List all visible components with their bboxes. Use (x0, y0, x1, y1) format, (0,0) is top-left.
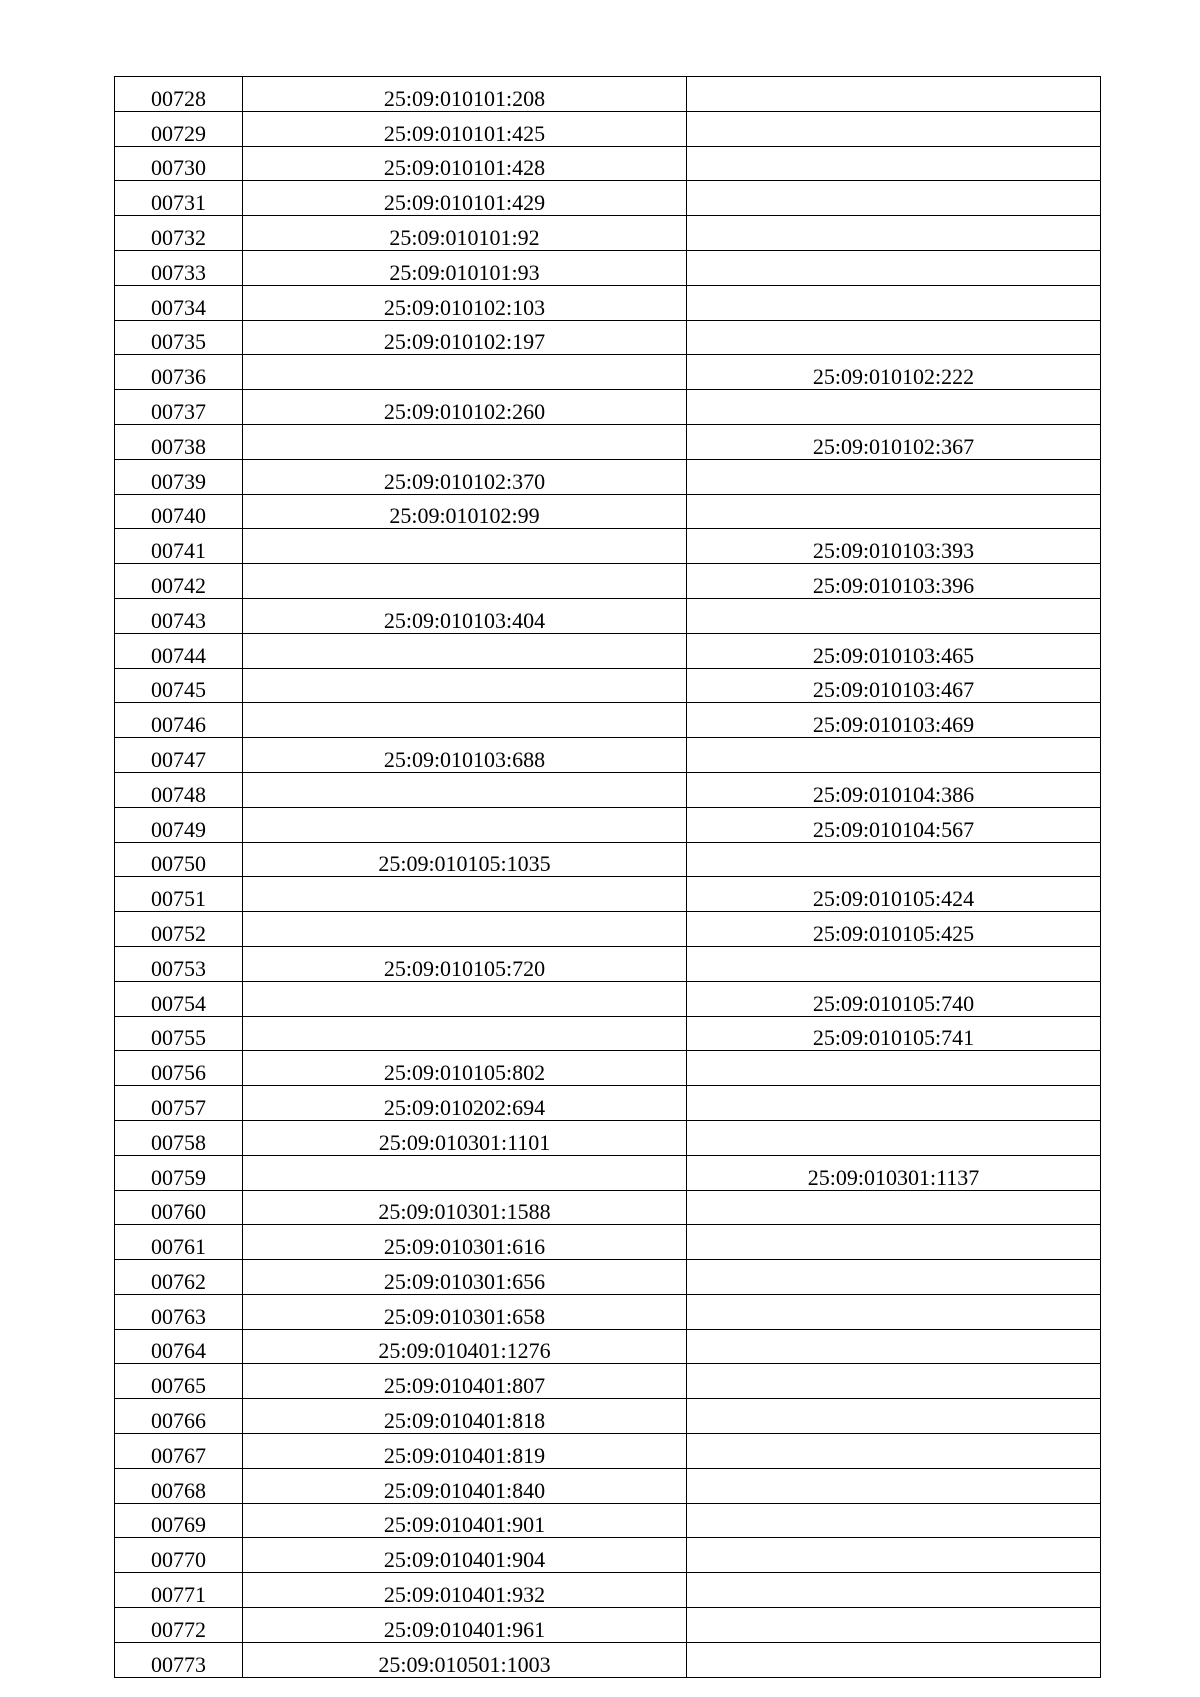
cadastral-number-cell-b (687, 1364, 1101, 1399)
cadastral-number-cell-a (243, 668, 687, 703)
cadastral-number-cell-a: 25:09:010105:720 (243, 946, 687, 981)
table-row (115, 529, 1101, 564)
table-row (115, 390, 1101, 425)
cadastral-number-cell-a: 25:09:010401:840 (243, 1468, 687, 1503)
table-row (115, 1434, 1101, 1469)
cadastral-number-cell-b (687, 1468, 1101, 1503)
cadastral-number-cell-b (687, 946, 1101, 981)
table-row (115, 738, 1101, 773)
row-number-cell: 00759 (115, 1155, 243, 1190)
table-row (115, 1364, 1101, 1399)
table-row (115, 77, 1101, 112)
cadastral-number-cell-a: 25:09:010301:1588 (243, 1190, 687, 1225)
row-number-cell: 00741 (115, 529, 243, 564)
cadastral-number-cell-b (687, 285, 1101, 320)
row-number-cell: 00742 (115, 564, 243, 599)
row-number-cell: 00752 (115, 912, 243, 947)
table-row (115, 842, 1101, 877)
cadastral-number-cell-b (687, 1294, 1101, 1329)
cadastral-number-cell-a: 25:09:010301:658 (243, 1294, 687, 1329)
table-row (115, 633, 1101, 668)
table-row (115, 1120, 1101, 1155)
cadastral-number-cell-a: 25:09:010401:819 (243, 1434, 687, 1469)
table-row (115, 1016, 1101, 1051)
cadastral-number-cell-b (687, 1329, 1101, 1364)
cadastral-number-cell-a: 25:09:010103:688 (243, 738, 687, 773)
cadastral-number-cell-a: 25:09:010401:818 (243, 1399, 687, 1434)
table-row (115, 1155, 1101, 1190)
cadastral-number-cell-b (687, 494, 1101, 529)
cadastral-number-cell-b: 25:09:010102:367 (687, 424, 1101, 459)
cadastral-number-cell-b: 25:09:010104:567 (687, 807, 1101, 842)
cadastral-number-cell-b: 25:09:010102:222 (687, 355, 1101, 390)
cadastral-number-cell-a (243, 1155, 687, 1190)
cadastral-table (114, 76, 1101, 1678)
row-number-cell: 00733 (115, 250, 243, 285)
row-number-cell: 00764 (115, 1329, 243, 1364)
row-number-cell: 00732 (115, 216, 243, 251)
row-number-cell: 00744 (115, 633, 243, 668)
row-number-cell: 00749 (115, 807, 243, 842)
cadastral-number-cell-b (687, 181, 1101, 216)
row-number-cell: 00735 (115, 320, 243, 355)
table-row (115, 564, 1101, 599)
cadastral-number-cell-a: 25:09:010202:694 (243, 1086, 687, 1121)
cadastral-number-cell-b (687, 1399, 1101, 1434)
cadastral-number-cell-a (243, 912, 687, 947)
table-row (115, 1051, 1101, 1086)
table-row (115, 1086, 1101, 1121)
cadastral-number-cell-b (687, 1434, 1101, 1469)
row-number-cell: 00739 (115, 459, 243, 494)
cadastral-number-cell-b: 25:09:010103:393 (687, 529, 1101, 564)
cadastral-number-cell-b (687, 320, 1101, 355)
cadastral-number-cell-b (687, 1225, 1101, 1260)
table-row (115, 1329, 1101, 1364)
row-number-cell: 00751 (115, 877, 243, 912)
row-number-cell: 00772 (115, 1608, 243, 1643)
cadastral-number-cell-a (243, 1016, 687, 1051)
row-number-cell: 00757 (115, 1086, 243, 1121)
cadastral-number-cell-b: 25:09:010105:741 (687, 1016, 1101, 1051)
cadastral-number-cell-a (243, 424, 687, 459)
table-row (115, 285, 1101, 320)
cadastral-number-cell-b (687, 1190, 1101, 1225)
table-row (115, 946, 1101, 981)
table-row (115, 459, 1101, 494)
cadastral-number-cell-a (243, 529, 687, 564)
table-row (115, 250, 1101, 285)
cadastral-number-cell-b: 25:09:010105:424 (687, 877, 1101, 912)
row-number-cell: 00767 (115, 1434, 243, 1469)
table-row (115, 1468, 1101, 1503)
cadastral-number-cell-b: 25:09:010105:740 (687, 981, 1101, 1016)
cadastral-number-cell-a: 25:09:010301:656 (243, 1260, 687, 1295)
cadastral-number-cell-a: 25:09:010102:197 (243, 320, 687, 355)
cadastral-number-cell-b (687, 1538, 1101, 1573)
row-number-cell: 00763 (115, 1294, 243, 1329)
cadastral-number-cell-b (687, 146, 1101, 181)
table-row (115, 1503, 1101, 1538)
table-row (115, 877, 1101, 912)
row-number-cell: 00746 (115, 703, 243, 738)
row-number-cell: 00761 (115, 1225, 243, 1260)
table-row (115, 181, 1101, 216)
cadastral-number-cell-b (687, 1120, 1101, 1155)
cadastral-number-cell-b (687, 77, 1101, 112)
cadastral-number-cell-b: 25:09:010103:396 (687, 564, 1101, 599)
cadastral-number-cell-b (687, 1503, 1101, 1538)
row-number-cell: 00745 (115, 668, 243, 703)
cadastral-number-cell-a: 25:09:010101:425 (243, 111, 687, 146)
table-row (115, 1538, 1101, 1573)
table-row (115, 703, 1101, 738)
table-body (115, 77, 1101, 1678)
table-row (115, 355, 1101, 390)
table-row (115, 1260, 1101, 1295)
table-row (115, 981, 1101, 1016)
cadastral-number-cell-a (243, 355, 687, 390)
cadastral-number-cell-a: 25:09:010401:961 (243, 1608, 687, 1643)
cadastral-number-cell-a: 25:09:010102:99 (243, 494, 687, 529)
row-number-cell: 00750 (115, 842, 243, 877)
row-number-cell: 00737 (115, 390, 243, 425)
cadastral-number-cell-b: 25:09:010103:465 (687, 633, 1101, 668)
table-row (115, 598, 1101, 633)
table-row (115, 494, 1101, 529)
table-row (115, 807, 1101, 842)
cadastral-number-cell-b: 25:09:010104:386 (687, 772, 1101, 807)
cadastral-number-cell-a (243, 807, 687, 842)
row-number-cell: 00765 (115, 1364, 243, 1399)
cadastral-number-cell-a: 25:09:010101:429 (243, 181, 687, 216)
row-number-cell: 00730 (115, 146, 243, 181)
cadastral-number-cell-b: 25:09:010103:467 (687, 668, 1101, 703)
row-number-cell: 00760 (115, 1190, 243, 1225)
cadastral-number-cell-a: 25:09:010301:616 (243, 1225, 687, 1260)
cadastral-number-cell-b (687, 216, 1101, 251)
row-number-cell: 00748 (115, 772, 243, 807)
cadastral-number-cell-b: 25:09:010105:425 (687, 912, 1101, 947)
cadastral-number-cell-b (687, 111, 1101, 146)
row-number-cell: 00736 (115, 355, 243, 390)
row-number-cell: 00728 (115, 77, 243, 112)
cadastral-number-cell-a: 25:09:010102:260 (243, 390, 687, 425)
row-number-cell: 00771 (115, 1573, 243, 1608)
row-number-cell: 00756 (115, 1051, 243, 1086)
cadastral-number-cell-b (687, 738, 1101, 773)
table-row (115, 320, 1101, 355)
row-number-cell: 00729 (115, 111, 243, 146)
cadastral-number-cell-a (243, 772, 687, 807)
cadastral-number-cell-a (243, 633, 687, 668)
cadastral-number-cell-a: 25:09:010102:103 (243, 285, 687, 320)
cadastral-number-cell-a: 25:09:010401:1276 (243, 1329, 687, 1364)
row-number-cell: 00755 (115, 1016, 243, 1051)
cadastral-number-cell-a (243, 564, 687, 599)
cadastral-number-cell-b (687, 1051, 1101, 1086)
cadastral-number-cell-b (687, 1260, 1101, 1295)
cadastral-number-cell-a: 25:09:010301:1101 (243, 1120, 687, 1155)
row-number-cell: 00753 (115, 946, 243, 981)
cadastral-number-cell-a: 25:09:010401:904 (243, 1538, 687, 1573)
row-number-cell: 00734 (115, 285, 243, 320)
cadastral-number-cell-b (687, 459, 1101, 494)
table-row (115, 216, 1101, 251)
table-row (115, 146, 1101, 181)
cadastral-number-cell-a (243, 981, 687, 1016)
row-number-cell: 00754 (115, 981, 243, 1016)
table-row (115, 772, 1101, 807)
cadastral-number-cell-b (687, 390, 1101, 425)
cadastral-number-cell-a: 25:09:010102:370 (243, 459, 687, 494)
row-number-cell: 00768 (115, 1468, 243, 1503)
row-number-cell: 00740 (115, 494, 243, 529)
cadastral-number-cell-b (687, 1608, 1101, 1643)
cadastral-number-cell-b (687, 1086, 1101, 1121)
cadastral-number-cell-a (243, 877, 687, 912)
cadastral-number-cell-a (243, 703, 687, 738)
cadastral-number-cell-a: 25:09:010105:1035 (243, 842, 687, 877)
cadastral-number-cell-a: 25:09:010401:932 (243, 1573, 687, 1608)
row-number-cell: 00769 (115, 1503, 243, 1538)
table-row (115, 1608, 1101, 1643)
table-row (115, 1573, 1101, 1608)
cadastral-number-cell-a: 25:09:010101:428 (243, 146, 687, 181)
table-row (115, 111, 1101, 146)
table-row (115, 1190, 1101, 1225)
table-row (115, 1294, 1101, 1329)
table-row (115, 1642, 1101, 1677)
row-number-cell: 00762 (115, 1260, 243, 1295)
cadastral-number-cell-b (687, 250, 1101, 285)
table-row (115, 912, 1101, 947)
row-number-cell: 00738 (115, 424, 243, 459)
cadastral-number-cell-b (687, 842, 1101, 877)
row-number-cell: 00766 (115, 1399, 243, 1434)
row-number-cell: 00747 (115, 738, 243, 773)
cadastral-number-cell-a: 25:09:010105:802 (243, 1051, 687, 1086)
row-number-cell: 00773 (115, 1642, 243, 1677)
cadastral-number-cell-b: 25:09:010103:469 (687, 703, 1101, 738)
cadastral-number-cell-a: 25:09:010101:92 (243, 216, 687, 251)
cadastral-number-cell-a: 25:09:010501:1003 (243, 1642, 687, 1677)
table-row (115, 668, 1101, 703)
table-row (115, 1399, 1101, 1434)
cadastral-number-cell-b (687, 598, 1101, 633)
cadastral-number-cell-a: 25:09:010103:404 (243, 598, 687, 633)
row-number-cell: 00758 (115, 1120, 243, 1155)
row-number-cell: 00743 (115, 598, 243, 633)
row-number-cell: 00770 (115, 1538, 243, 1573)
cadastral-number-cell-a: 25:09:010401:807 (243, 1364, 687, 1399)
cadastral-number-cell-a: 25:09:010401:901 (243, 1503, 687, 1538)
cadastral-number-cell-b: 25:09:010301:1137 (687, 1155, 1101, 1190)
row-number-cell: 00731 (115, 181, 243, 216)
table-row (115, 424, 1101, 459)
table-row (115, 1225, 1101, 1260)
cadastral-number-cell-b (687, 1642, 1101, 1677)
cadastral-number-cell-a: 25:09:010101:93 (243, 250, 687, 285)
cadastral-number-cell-b (687, 1573, 1101, 1608)
cadastral-number-cell-a: 25:09:010101:208 (243, 77, 687, 112)
